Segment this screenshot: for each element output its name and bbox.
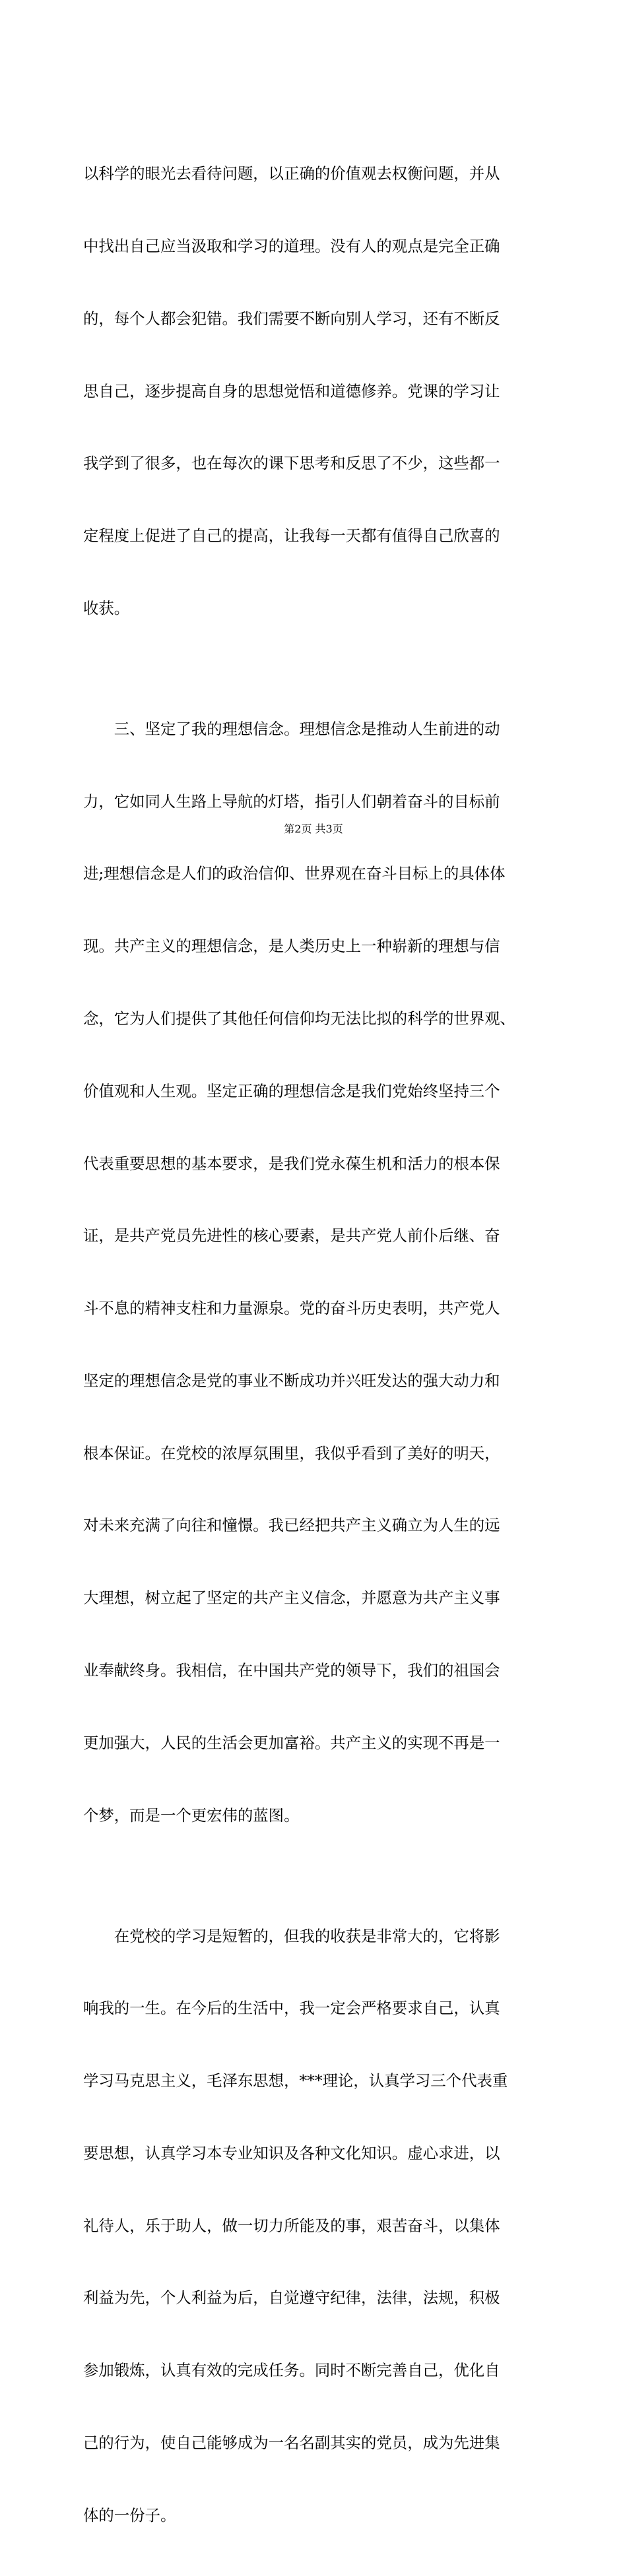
body-text — [83, 113, 548, 2576]
text-line: 响我的一生。在今后的生活中，我一定会严格要求自己，认真 — [83, 1999, 500, 2018]
text-line: 进;理想信念是人们的政治信仰、世界观在奋斗目标上的具体体 — [83, 864, 506, 883]
text-line: 己的行为，使自己能够成为一名名副其实的党员，成为先进集 — [83, 2434, 500, 2452]
text-line: 斗不息的精神支柱和力量源泉。党的奋斗历史表明，共产党人 — [83, 1299, 500, 1318]
text-line: 根本保证。在党校的浓厚氛围里，我似乎看到了美好的明天， — [83, 1443, 500, 1462]
text-line: 礼待人，乐于助人，做一切力所能及的事，艰苦奋斗，以集体 — [83, 2216, 500, 2235]
paragraph-2 — [83, 669, 548, 1876]
text-line: 更加强大，人民的生活会更加富裕。共产主义的实现不再是一 — [83, 1733, 500, 1752]
text-line: 现。共产主义的理想信念，是人类历史上一种崭新的理想与信 — [83, 937, 500, 956]
text-line: 价值观和人生观。坚定正确的理想信念是我们党始终坚持三个 — [83, 1081, 500, 1100]
text-line: 学习马克思主义，毛泽东思想，***理论，认真学习三个代表重 — [83, 2071, 508, 2090]
text-line: 利益为先，个人利益为后，自觉遵守纪律，法律，法规，积极 — [83, 2288, 500, 2308]
paragraph-1 — [83, 113, 548, 669]
text-line: 思自己，逐步提高自身的思想觉悟和道德修养。党课的学习让 — [83, 381, 500, 400]
text-line: 力，它如同人生路上导航的灯塔，指引人们朝着奋斗的目标前 — [83, 792, 500, 811]
text-line: 个梦，而是一个更宏伟的蓝图。 — [83, 1806, 300, 1825]
text-line: 在党校的学习是短暂的，但我的收获是非常大的，它将影 — [83, 1926, 500, 1945]
text-line: 的，每个人都会犯错。我们需要不断向别人学习，还有不断反 — [83, 309, 500, 328]
text-line: 以科学的眼光去看待问题，以正确的价值观去权衡问题，并从 — [83, 164, 500, 183]
text-line: 收获。 — [83, 598, 130, 617]
text-line: 代表重要思想的基本要求，是我们党永葆生机和活力的根本保 — [83, 1154, 500, 1173]
text-line: 业奉献终身。我相信，在中国共产党的领导下，我们的祖国会 — [83, 1661, 500, 1680]
text-line: 体的一份子。 — [83, 2505, 176, 2525]
paragraph-3 — [83, 1875, 548, 2575]
text-line: 参加锻炼，认真有效的完成任务。同时不断完善自己，优化自 — [83, 2361, 500, 2380]
text-line: 坚定的理想信念是党的事业不断成功并兴旺发达的强大动力和 — [83, 1371, 500, 1390]
text-line: 定程度上促进了自己的提高，让我每一天都有值得自己欣喜的 — [83, 526, 500, 546]
page-number-footer: 第2页 共3页 — [284, 823, 343, 835]
text-line: 我学到了很多，也在每次的课下思考和反思了不少，这些都一 — [83, 454, 500, 473]
text-line: 三、坚定了我的理想信念。理想信念是推动人生前进的动 — [83, 719, 500, 738]
text-line: 大理想，树立起了坚定的共产主义信念，并愿意为共产主义事 — [83, 1588, 500, 1608]
text-line: 对未来充满了向往和憧憬。我已经把共产主义确立为人生的远 — [83, 1516, 500, 1535]
text-line: 证，是共产党员先进性的核心要素，是共产党人前仆后继、奋 — [83, 1226, 500, 1245]
text-line: 中找出自己应当汲取和学习的道理。没有人的观点是完全正确 — [83, 236, 500, 255]
text-line: 念，它为人们提供了其他任何信仰均无法比拟的科学的世界观、 — [83, 1009, 515, 1028]
text-line: 要思想，认真学习本专业知识及各种文化知识。虚心求进，以 — [83, 2143, 500, 2162]
